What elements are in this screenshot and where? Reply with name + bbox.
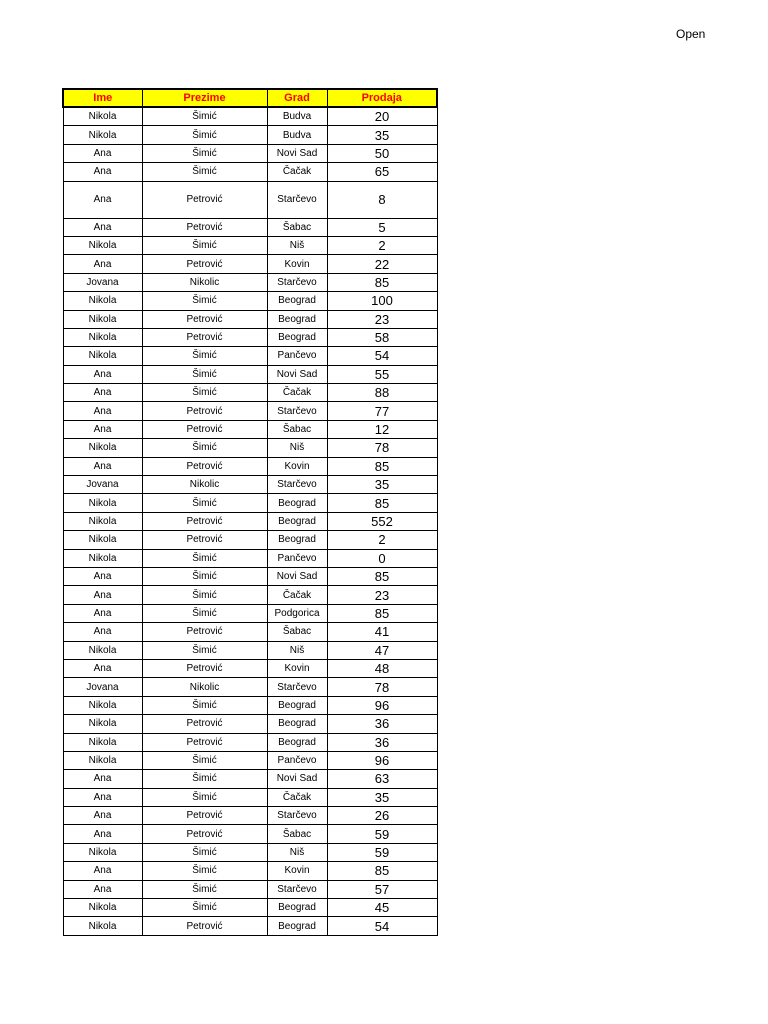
cell-grad: Starčevo [267,402,327,420]
cell-prezime: Šimić [142,880,267,898]
table-row [63,696,437,714]
table-row [63,328,437,346]
cell-prezime: Šimić [142,862,267,880]
cell-prezime: Šimić [142,843,267,861]
table-row [63,751,437,769]
cell-ime: Nikola [63,310,142,328]
cell-ime: Ana [63,567,142,585]
table-row [63,733,437,751]
cell-grad: Beograd [267,531,327,549]
cell-grad: Kovin [267,255,327,273]
cell-prodaja: 85 [327,604,437,622]
cell-prodaja: 85 [327,494,437,512]
cell-grad: Novi Sad [267,567,327,585]
cell-grad: Beograd [267,310,327,328]
cell-grad: Starčevo [267,807,327,825]
table-row [63,255,437,273]
cell-grad: Budva [267,107,327,126]
cell-prezime: Petrović [142,420,267,438]
cell-prodaja: 35 [327,476,437,494]
cell-prezime: Šimić [142,549,267,567]
cell-prezime: Nikolic [142,476,267,494]
cell-grad: Beograd [267,494,327,512]
cell-ime: Nikola [63,715,142,733]
table-row [63,715,437,733]
cell-grad: Šabac [267,623,327,641]
table-row [63,899,437,917]
cell-prodaja: 48 [327,659,437,677]
cell-ime: Ana [63,420,142,438]
cell-ime: Nikola [63,531,142,549]
table-row [63,273,437,291]
cell-grad: Beograd [267,696,327,714]
cell-prezime: Petrović [142,181,267,218]
cell-prodaja: 85 [327,567,437,585]
cell-prezime: Petrović [142,733,267,751]
cell-prezime: Petrović [142,623,267,641]
cell-prezime: Šimić [142,770,267,788]
cell-prezime: Šimić [142,641,267,659]
cell-prezime: Šimić [142,586,267,604]
cell-grad: Čačak [267,586,327,604]
cell-ime: Jovana [63,678,142,696]
cell-ime: Ana [63,862,142,880]
cell-ime: Ana [63,255,142,273]
cell-prodaja: 36 [327,715,437,733]
table-row [63,659,437,677]
cell-ime: Ana [63,623,142,641]
cell-grad: Starčevo [267,678,327,696]
cell-prodaja: 58 [327,328,437,346]
cell-prodaja: 96 [327,696,437,714]
cell-ime: Nikola [63,347,142,365]
cell-prezime: Šimić [142,696,267,714]
cell-prodaja: 35 [327,788,437,806]
table-row [63,457,437,475]
cell-prezime: Petrović [142,218,267,236]
table-row [63,586,437,604]
cell-grad: Čačak [267,384,327,402]
cell-grad: Novi Sad [267,365,327,383]
cell-ime: Ana [63,586,142,604]
cell-grad: Beograd [267,328,327,346]
cell-ime: Ana [63,384,142,402]
cell-prodaja: 65 [327,163,437,181]
column-header-prezime: Prezime [142,89,267,107]
cell-ime: Ana [63,218,142,236]
cell-ime: Nikola [63,899,142,917]
cell-ime: Ana [63,807,142,825]
cell-prodaja: 78 [327,439,437,457]
cell-grad: Budva [267,126,327,144]
cell-prezime: Petrović [142,807,267,825]
cell-prodaja: 47 [327,641,437,659]
cell-prodaja: 0 [327,549,437,567]
table-row [63,163,437,181]
cell-prodaja: 54 [327,917,437,935]
table-row [63,512,437,530]
cell-prezime: Šimić [142,604,267,622]
cell-ime: Ana [63,402,142,420]
cell-ime: Ana [63,457,142,475]
table-body [63,107,437,935]
cell-prodaja: 88 [327,384,437,402]
cell-grad: Niš [267,843,327,861]
cell-ime: Nikola [63,751,142,769]
cell-ime: Ana [63,880,142,898]
table-row [63,384,437,402]
cell-prezime: Šimić [142,126,267,144]
cell-grad: Niš [267,641,327,659]
cell-prodaja: 50 [327,144,437,162]
table-row [63,420,437,438]
cell-prodaja: 59 [327,825,437,843]
cell-grad: Niš [267,236,327,254]
table-row [63,807,437,825]
cell-grad: Beograd [267,292,327,310]
cell-prodaja: 77 [327,402,437,420]
cell-ime: Nikola [63,696,142,714]
table-row [63,292,437,310]
cell-ime: Ana [63,604,142,622]
table-row [63,641,437,659]
cell-prodaja: 96 [327,751,437,769]
cell-prezime: Petrović [142,328,267,346]
table-row [63,678,437,696]
table-row [63,181,437,218]
cell-ime: Nikola [63,512,142,530]
cell-grad: Beograd [267,733,327,751]
cell-prodaja: 45 [327,899,437,917]
table-row [63,604,437,622]
cell-prezime: Šimić [142,384,267,402]
cell-prodaja: 20 [327,107,437,126]
table-row [63,347,437,365]
cell-ime: Ana [63,144,142,162]
table-row [63,310,437,328]
table-row [63,788,437,806]
cell-grad: Čačak [267,163,327,181]
cell-prezime: Šimić [142,567,267,585]
cell-prodaja: 57 [327,880,437,898]
cell-ime: Ana [63,788,142,806]
cell-ime: Nikola [63,549,142,567]
cell-prezime: Petrović [142,659,267,677]
cell-prodaja: 36 [327,733,437,751]
cell-prodaja: 78 [327,678,437,696]
cell-prodaja: 85 [327,862,437,880]
table-row [63,107,437,126]
table-row [63,567,437,585]
cell-prezime: Petrović [142,825,267,843]
cell-prezime: Šimić [142,439,267,457]
cell-prezime: Šimić [142,163,267,181]
cell-prezime: Petrović [142,457,267,475]
cell-grad: Šabac [267,218,327,236]
cell-prodaja: 8 [327,181,437,218]
cell-grad: Čačak [267,788,327,806]
cell-grad: Pančevo [267,549,327,567]
cell-grad: Pančevo [267,751,327,769]
cell-ime: Ana [63,365,142,383]
table-row [63,917,437,935]
cell-prezime: Šimić [142,751,267,769]
cell-prodaja: 85 [327,273,437,291]
cell-ime: Jovana [63,476,142,494]
cell-grad: Kovin [267,862,327,880]
cell-prodaja: 100 [327,292,437,310]
cell-ime: Ana [63,659,142,677]
cell-ime: Nikola [63,641,142,659]
cell-grad: Beograd [267,917,327,935]
table-row [63,880,437,898]
cell-prodaja: 59 [327,843,437,861]
cell-prodaja: 22 [327,255,437,273]
cell-prodaja: 552 [327,512,437,530]
cell-prezime: Šimić [142,494,267,512]
cell-ime: Nikola [63,107,142,126]
cell-grad: Novi Sad [267,770,327,788]
column-header-grad: Grad [267,89,327,107]
table-row [63,126,437,144]
cell-ime: Ana [63,181,142,218]
cell-grad: Beograd [267,512,327,530]
cell-ime: Nikola [63,328,142,346]
cell-prezime: Nikolic [142,273,267,291]
cell-grad: Niš [267,439,327,457]
cell-prodaja: 2 [327,531,437,549]
cell-grad: Starčevo [267,476,327,494]
column-header-prodaja: Prodaja [327,89,437,107]
cell-prezime: Šimić [142,144,267,162]
cell-prodaja: 12 [327,420,437,438]
table-row [63,365,437,383]
cell-prodaja: 35 [327,126,437,144]
cell-ime: Nikola [63,292,142,310]
cell-ime: Nikola [63,494,142,512]
cell-ime: Ana [63,770,142,788]
cell-prezime: Šimić [142,107,267,126]
cell-prezime: Šimić [142,347,267,365]
cell-grad: Novi Sad [267,144,327,162]
cell-ime: Jovana [63,273,142,291]
cell-prezime: Šimić [142,899,267,917]
cell-prodaja: 63 [327,770,437,788]
cell-prodaja: 55 [327,365,437,383]
cell-prodaja: 26 [327,807,437,825]
cell-grad: Pančevo [267,347,327,365]
cell-prodaja: 23 [327,586,437,604]
cell-grad: Starčevo [267,181,327,218]
table-header-row [63,89,437,107]
cell-prezime: Šimić [142,292,267,310]
cell-prezime: Petrović [142,715,267,733]
table-row [63,531,437,549]
cell-prezime: Šimić [142,236,267,254]
cell-prodaja: 23 [327,310,437,328]
table-row [63,236,437,254]
table-row [63,144,437,162]
cell-grad: Kovin [267,457,327,475]
cell-prodaja: 2 [327,236,437,254]
table-row [63,439,437,457]
cell-grad: Kovin [267,659,327,677]
table-row [63,218,437,236]
table-row [63,770,437,788]
cell-prezime: Petrović [142,310,267,328]
cell-prezime: Petrović [142,402,267,420]
cell-prezime: Petrović [142,917,267,935]
sales-table [62,88,438,936]
cell-prezime: Petrović [142,255,267,273]
table-row [63,843,437,861]
cell-prezime: Šimić [142,365,267,383]
cell-prodaja: 85 [327,457,437,475]
cell-ime: Nikola [63,733,142,751]
table-row [63,862,437,880]
cell-ime: Nikola [63,843,142,861]
cell-prezime: Petrović [142,512,267,530]
table-row [63,402,437,420]
cell-prezime: Petrović [142,531,267,549]
cell-grad: Starčevo [267,880,327,898]
cell-ime: Nikola [63,236,142,254]
cell-prezime: Nikolic [142,678,267,696]
cell-prodaja: 5 [327,218,437,236]
cell-grad: Šabac [267,825,327,843]
table-row [63,476,437,494]
cell-prodaja: 54 [327,347,437,365]
cell-ime: Ana [63,163,142,181]
table-row [63,623,437,641]
cell-prodaja: 41 [327,623,437,641]
cell-grad: Beograd [267,715,327,733]
cell-ime: Nikola [63,917,142,935]
cell-ime: Nikola [63,126,142,144]
column-header-ime: Ime [63,89,142,107]
table-row [63,549,437,567]
open-link[interactable]: Open [676,27,706,41]
cell-grad: Beograd [267,899,327,917]
cell-prezime: Šimić [142,788,267,806]
cell-grad: Starčevo [267,273,327,291]
cell-ime: Nikola [63,439,142,457]
cell-ime: Ana [63,825,142,843]
cell-grad: Podgorica [267,604,327,622]
table-row [63,825,437,843]
table-row [63,494,437,512]
cell-grad: Šabac [267,420,327,438]
